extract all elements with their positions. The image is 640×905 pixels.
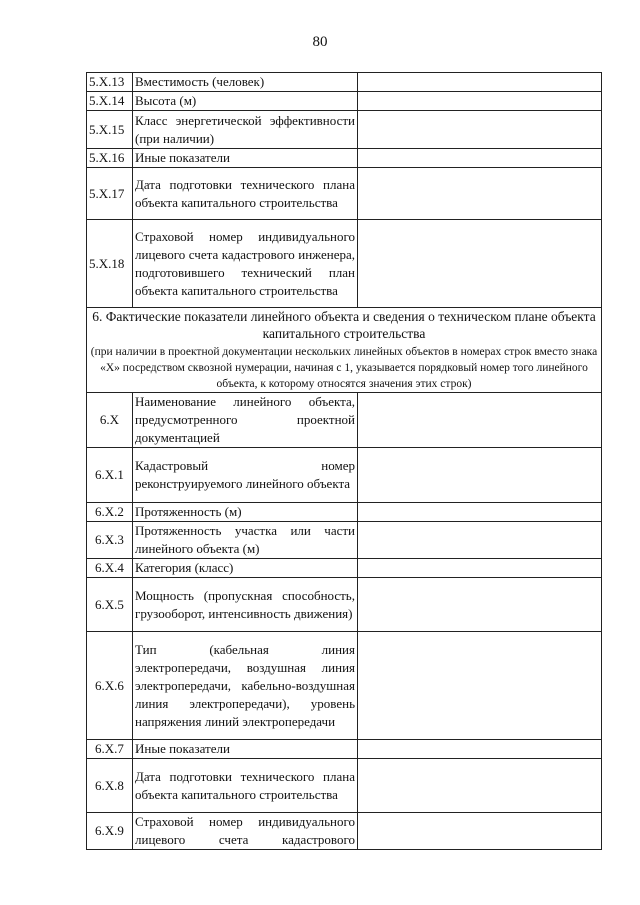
row-label: Тип (кабельная линия электропередачи, воздушная линия электропередачи, кабельно-воздушная линия электропередачи), уровень напряжения линий электропередачи: [133, 632, 358, 740]
row-value: [358, 92, 602, 111]
row-label: Иные показатели: [133, 740, 358, 759]
row-label: Мощность (пропускная способность, грузооборот, интенсивность движения): [133, 578, 358, 632]
row-label: Высота (м): [133, 92, 358, 111]
table-row: [87, 759, 602, 813]
row-value: [358, 220, 602, 308]
row-value: [358, 448, 602, 503]
row-label: Протяженность (м): [133, 503, 358, 522]
row-value: [358, 503, 602, 522]
table-row: [87, 149, 602, 168]
table-row: [87, 73, 602, 92]
row-label: Класс энергетической эффективности (при наличии): [133, 111, 358, 149]
row-number: 5.X.14: [87, 92, 133, 111]
table-row: [87, 92, 602, 111]
table-row: [87, 578, 602, 632]
row-number: 6.X.4: [87, 559, 133, 578]
row-value: [358, 111, 602, 149]
table-row: [87, 168, 602, 220]
row-value: [358, 73, 602, 92]
row-value: [358, 522, 602, 559]
section-header: [87, 308, 602, 393]
table-row: [87, 632, 602, 740]
row-number: 5.X.17: [87, 168, 133, 220]
row-label: Дата подготовки технического плана объекта капитального строительства: [133, 759, 358, 813]
section-note: (при наличии в проектной документации нескольких линейных объектов в номерах строк вместо знака «X» посредством сквозной нумерации, начиная с 1, указывается порядковый номер того линейного объекта, к которому относятся значения этих строк): [90, 346, 598, 390]
form-table: [86, 72, 602, 850]
table-row: [87, 740, 602, 759]
row-number: 6.X.3: [87, 522, 133, 559]
row-number: 5.X.16: [87, 149, 133, 168]
row-value: [358, 632, 602, 740]
table-row: [87, 503, 602, 522]
row-number: 6.X.9: [87, 813, 133, 850]
row-value: [358, 759, 602, 813]
row-number: 5.X.18: [87, 220, 133, 308]
row-label: Протяженность участка или части линейного объекта (м): [133, 522, 358, 559]
row-label: Страховой номер индивидуального лицевого счета кадастрового инженера, подготовившего технический план объекта капитального строительства: [133, 220, 358, 308]
row-value: [358, 740, 602, 759]
row-value: [358, 168, 602, 220]
table-row: [87, 393, 602, 448]
page-number: 80: [312, 34, 328, 50]
row-label: Страховой номер индивидуального лицевого счета кадастрового: [133, 813, 358, 850]
row-label: Вместимость (человек): [133, 73, 358, 92]
table-row: [87, 111, 602, 149]
row-number: 6.X.7: [87, 740, 133, 759]
row-number: 6.X.6: [87, 632, 133, 740]
row-number: 6.X.1: [87, 448, 133, 503]
row-label: Наименование линейного объекта, предусмотренного проектной документацией: [133, 393, 358, 448]
table-row: [87, 559, 602, 578]
row-number: 6.X: [87, 393, 133, 448]
table-row: [87, 448, 602, 503]
section-header-row: [87, 308, 602, 393]
row-value: [358, 559, 602, 578]
row-value: [358, 578, 602, 632]
row-value: [358, 813, 602, 850]
row-value: [358, 149, 602, 168]
table-row: [87, 220, 602, 308]
table-row: [87, 813, 602, 850]
row-label: Категория (класс): [133, 559, 358, 578]
row-number: 6.X.2: [87, 503, 133, 522]
row-label: Кадастровый номер реконструируемого линейного объекта: [133, 448, 358, 503]
row-number: 5.X.15: [87, 111, 133, 149]
row-number: 5.X.13: [87, 73, 133, 92]
row-label: Иные показатели: [133, 149, 358, 168]
row-number: 6.X.8: [87, 759, 133, 813]
table-row: [87, 522, 602, 559]
row-number: 6.X.5: [87, 578, 133, 632]
section-title: 6. Фактические показатели линейного объекта и сведения о техническом плане объекта капитального строительства: [92, 309, 596, 341]
row-label: Дата подготовки технического плана объекта капитального строительства: [133, 168, 358, 220]
row-value: [358, 393, 602, 448]
